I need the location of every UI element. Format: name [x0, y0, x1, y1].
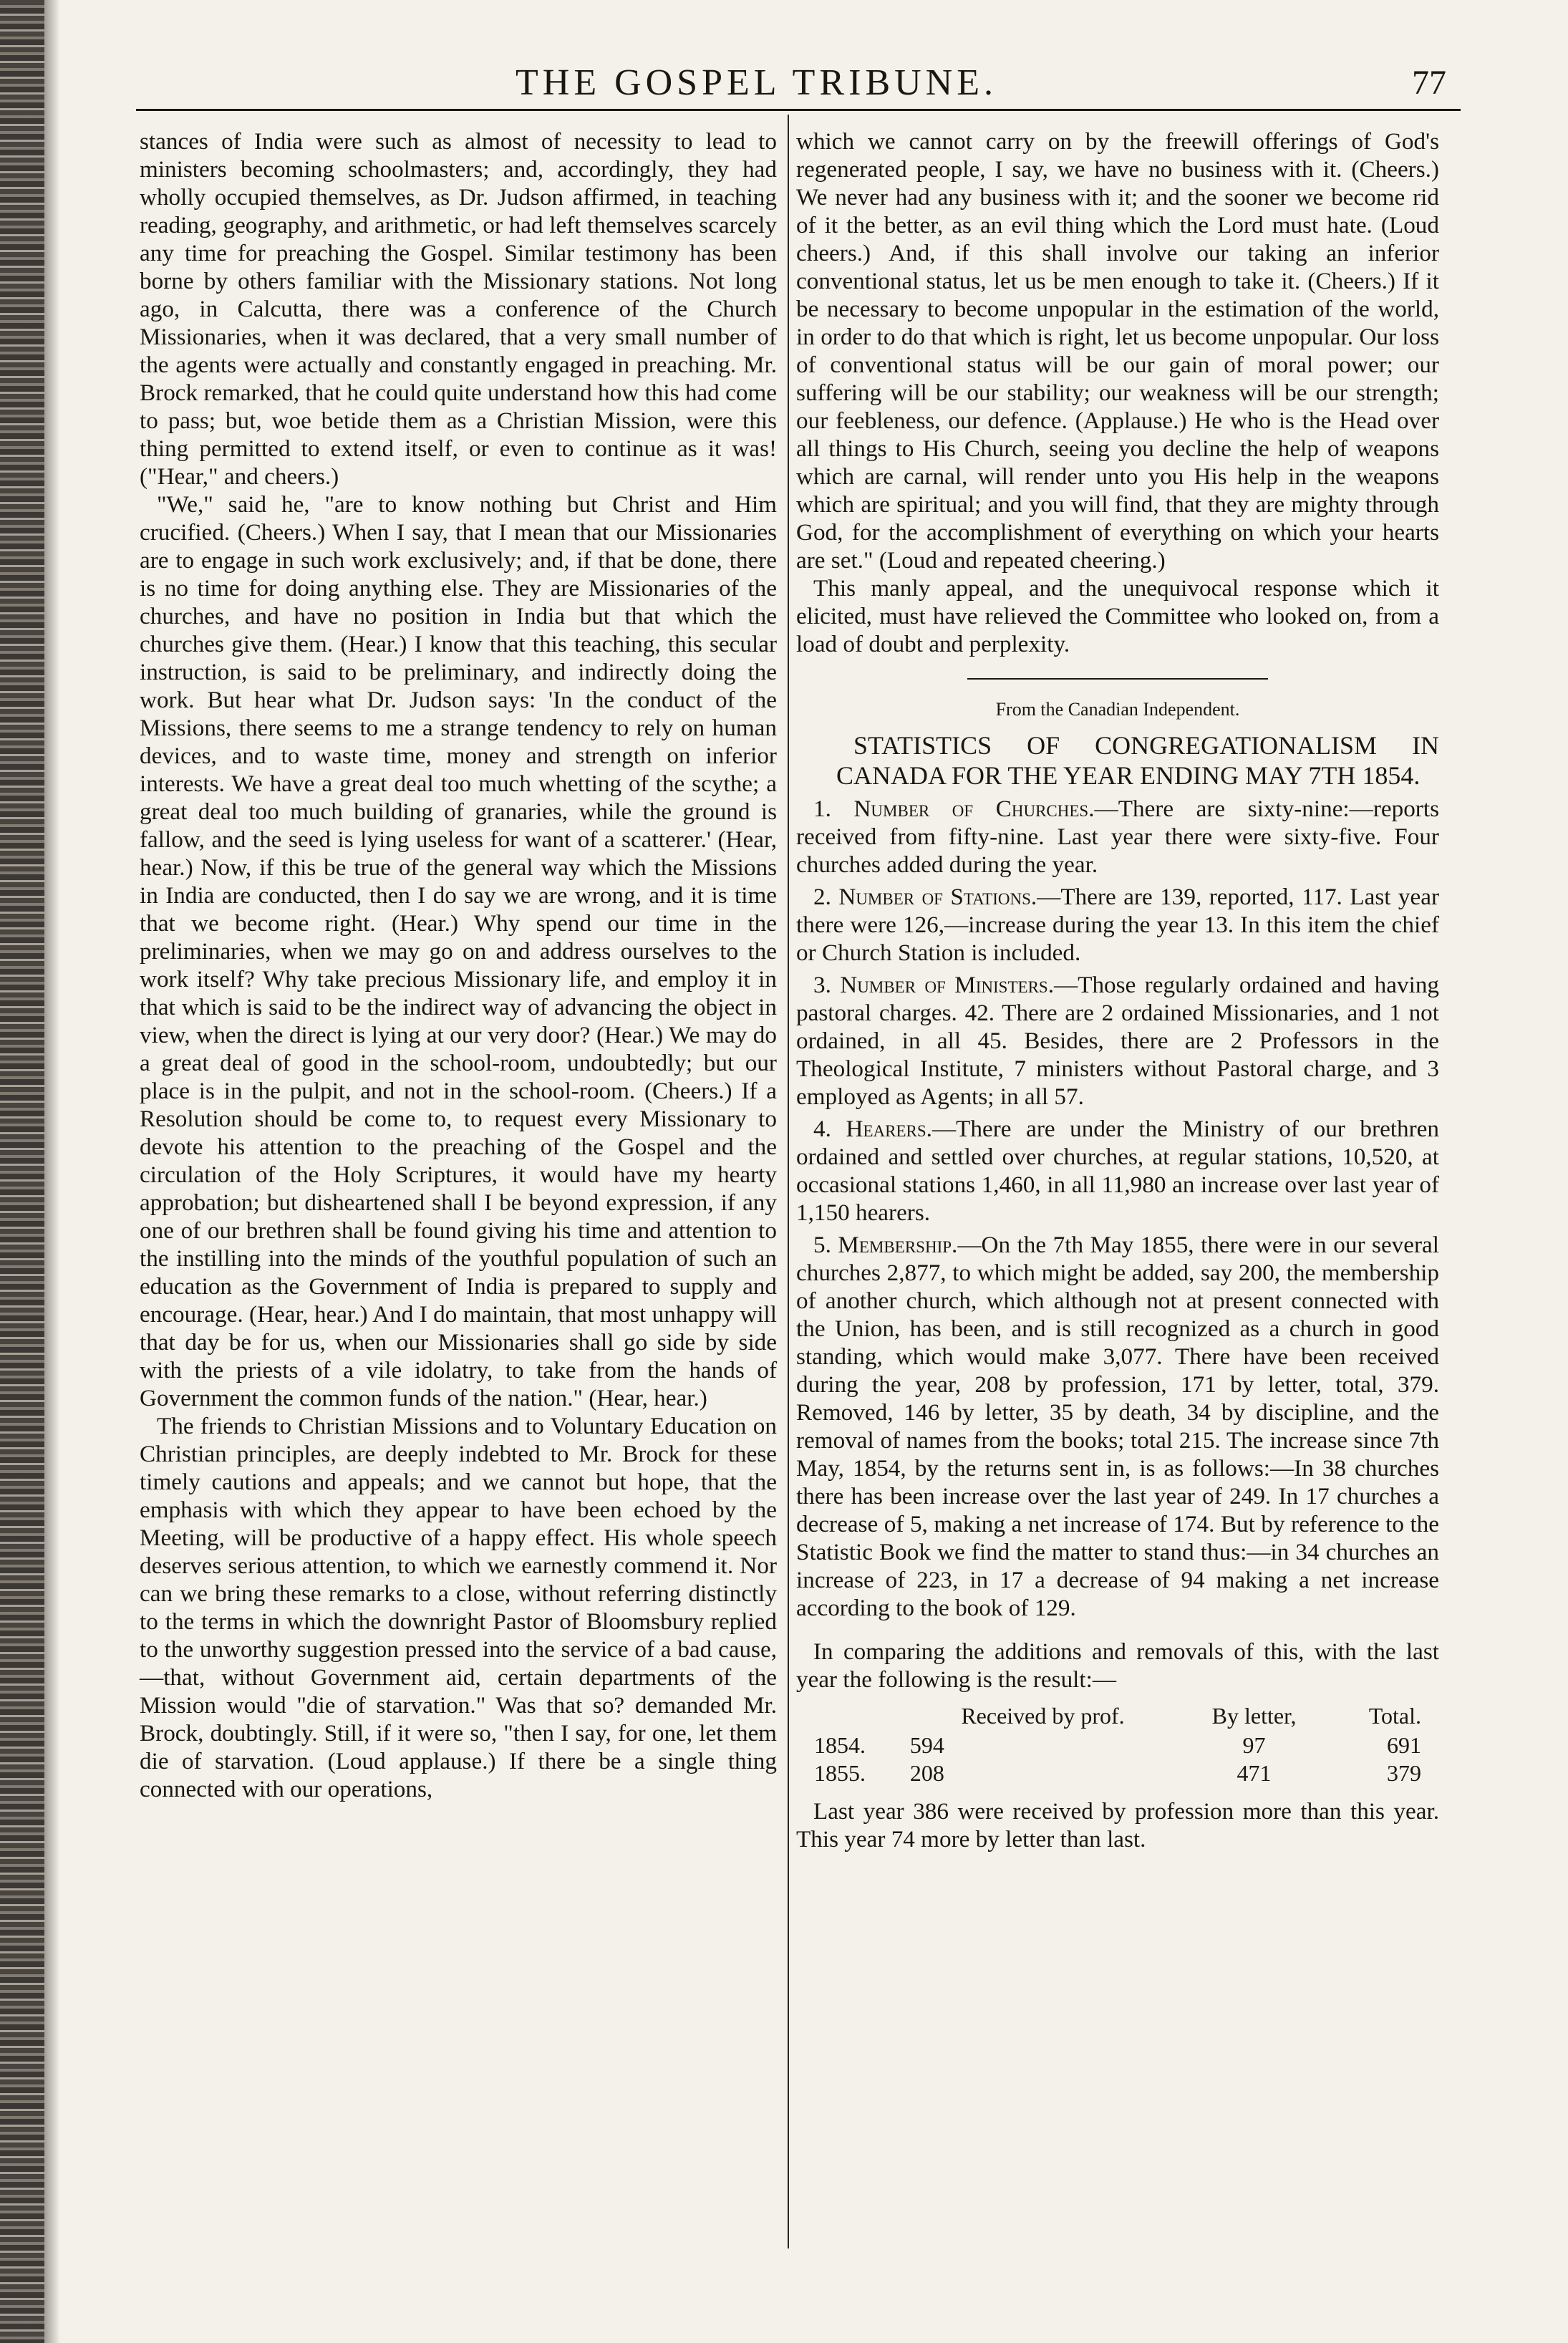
right-column: [796, 127, 1439, 1853]
header-rule: [136, 109, 1461, 111]
stat-item-text: —On the 7th May 1855, there were in our several churches 2,877, to which might be added, say 200, the membership of another church, which although not at present connected with the Union, has been, and is still recognized as a church in good standing, which would make 3,077. There have been received during the year, 208 by profession, 171 by letter, total, 379. Removed, 146 by letter, 35 by death, 34 by discipline, and the removal of names from the books; total 215. The increase since 7th May, 1854, by the returns sent in, is as follows:—In 38 churches there has been increase over the last year of 249. In 17 churches a decrease of 5, making a net increase of 174. But by reference to the Statistic Book we find the matter to stand thus:—in 34 churches an increase of 223, in 17 a decrease of 94 making a net increase according to the book of 129.: [796, 1232, 1440, 1621]
article-source: From the Canadian Independent.: [995, 699, 1240, 720]
stat-item-text: —There are under the Ministry of our brethren ordained and settled over churches, at regular stations, 10,520, at occasional stations 1,460, in all 11,980 an increase over last year of 1,150 hearers.: [796, 1116, 1439, 1226]
table-cell: 1855.: [814, 1760, 866, 1786]
left-paragraph: "We," said he, "are to know nothing but Christ and Him crucified. (Cheers.) When I say, that I mean that our Missionaries are to engage in such work exclusively; and, if that be done, there is no time for doing anything else. They are Missionaries of the churches, and have no position in India but that which the churches give them. (Hear.) I know that this teaching, this secular instruction, is said to be preliminary, and indirectly doing the work. But hear what Dr. Judson says: 'In the conduct of the Missions, there seems to me a strange tendency to rely on human devices, and to waste time, money and strength on inferior interests. We have a great deal too much whetting of the scythe; a great deal too much building of granaries, while the ground is fallow, and the seed is lying useless for want of a scatterer.' (Hear, hear.) Now, if this be true of the general way which the Missions in India are conducted, then I do say we are wrong, and it is time that we become right. (Hear.) Why spend our time in the preliminaries, when we may go on and address ourselves to the work itself? Why take precious Missionary life, and employ it in that which is said to be the indirect way of advancing the object in view, when the direct is lying at our very door? (Hear.) We may do a great deal of good in the school-room, undoubtedly; but our place is in the pulpit, and not in the school-room. (Cheers.) If a Resolution should be come to, to request every Missionary to devote his attention to the preaching of the Gospel and the circulation of the Holy Scriptures, it would have my hearty approbation; but disheartened shall I be beyond expression, if any one of our brethren shall be found giving his time and attention to the instilling into the minds of the youthful population of such an education as the Government of India is prepared to supply and encourage. (Hear, hear.) And I do maintain, that most unhappy will that day be for us, when our Missionaries shall go side by side with the priests of a vile idolatry, to take from the hands of Government the common funds of the nation." (Hear, hear.): [140, 491, 777, 1411]
table-cell: 471: [1237, 1760, 1272, 1786]
table-header: Total.: [1368, 1703, 1421, 1729]
stat-item-number: 3.: [813, 972, 831, 998]
table-row: [810, 1759, 1426, 1787]
table-cell: 594: [909, 1732, 944, 1758]
table-header: By letter,: [1211, 1703, 1297, 1729]
scanned-page-edge: [0, 0, 44, 2343]
stat-item-heading: Hearers.: [846, 1116, 932, 1142]
table-header: [810, 1701, 906, 1731]
table-cell: 97: [1242, 1732, 1266, 1758]
page-number: 77: [1412, 64, 1446, 102]
left-column: [140, 127, 777, 1803]
stat-item-heading: Membership.: [838, 1232, 958, 1258]
section-separator: [967, 678, 1268, 680]
stat-item-number: 4.: [813, 1116, 831, 1142]
table-cell: 691: [1387, 1732, 1421, 1758]
comparison-intro: In comparing the additions and removals of this, with the last year the following is the result:—: [796, 1638, 1439, 1693]
table-row: [810, 1731, 1426, 1759]
table-cell: 208: [909, 1760, 944, 1786]
page-gutter-shadow: [44, 0, 60, 2343]
stat-item: [796, 1231, 1439, 1622]
stat-item-text: —There are 139, reported, 117. Last year there were 126,—increase during the year 13. In this item the chief or Church Station is included.: [796, 884, 1440, 966]
stat-item: [796, 1115, 1439, 1227]
stat-item-heading: Number of Stations.: [838, 884, 1037, 910]
table-cell: 1854.: [814, 1732, 866, 1758]
stat-item-heading: Number of Ministers.: [840, 972, 1054, 998]
stat-item: [796, 883, 1439, 967]
stat-item-number: 2.: [813, 884, 831, 910]
table-header: Received by prof.: [961, 1703, 1125, 1729]
right-paragraph: which we cannot carry on by the freewill offerings of God's regenerated people, I say, we have no business with it. (Cheers.) We never had any business with it; and the sooner we become rid of it the better, as an evil thing which the Lord must hate. (Loud cheers.) And, if this shall involve our taking an inferior conventional status, let us be men enough to take it. (Cheers.) If it be necessary to become unpopular in the estimation of the world, in order to do that which is right, let us become unpopular. Our loss of conventional status will be our gain of moral power; our suffering will be our stability; our weakness will be our strength; our feebleness, our defence. (Applause.) He who is the Head over all things to His Church, seeing you decline the help of weapons which are carnal, will render unto you His help in the weapons which are spiritual; and you will find, that they are mighty through God, for the accomplishment of everything on which your hearts are set." (Loud and repeated cheering.): [796, 128, 1439, 574]
stat-item: [796, 971, 1439, 1111]
left-paragraph: The friends to Christian Missions and to Voluntary Education on Christian principles, are deeply indebted to Mr. Brock for these timely cautions and appeals; and we cannot but hope, that the emphasis with which they appear to have been echoed by the Meeting, will be productive of a happy effect. His whole speech deserves serious attention, to which we earnestly commend it. Nor can we bring these remarks to a close, without referring distinctly to the terms in which the downright Pastor of Bloomsbury replied to the unworthy suggestion pressed into the service of a bad cause,—that, without Government aid, certain departments of the Mission would "die of starvation." Was that so? demanded Mr. Brock, doubtingly. Still, if it were so, "then I say, for one, let them die of starvation. (Loud applause.) If there be a single thing connected with our operations,: [140, 1413, 777, 1802]
closing-paragraph: Last year 386 were received by profession more than this year. This year 74 more by letter than last.: [796, 1798, 1439, 1852]
page-header: [136, 56, 1461, 109]
stat-item-heading: Number of Churches.: [853, 796, 1095, 822]
comparison-table: [810, 1701, 1426, 1787]
publication-title: THE GOSPEL TRIBUNE.: [516, 62, 997, 103]
stat-item-text: —There are sixty-nine:—reports received from fifty-nine. Last year there were sixty-five. Four churches added during the year.: [796, 796, 1439, 878]
table-header-row: [810, 1701, 1426, 1731]
left-paragraph: stances of India were such as almost of necessity to lead to ministers becoming schoolmasters; and, accordingly, they had wholly occupied themselves, as Dr. Judson affirmed, in teaching reading, geography, and arithmetic, or had left themselves scarcely any time for preaching the Gospel. Similar testimony has been borne by others familiar with the Missionary stations. Not long ago, in Calcutta, there was a conference of the Church Missionaries, when it was declared, that a very small number of the agents were actually and constantly engaged in preaching. Mr. Brock remarked, that he could quite understand how this had come to pass; but, woe betide them as a Christian Mission, were this thing permitted to extend itself, or even to continue as it was! ("Hear," and cheers.): [140, 128, 777, 490]
column-divider: [788, 115, 789, 2248]
stat-item-number: 5.: [813, 1232, 831, 1258]
right-paragraph: This manly appeal, and the unequivocal response which it elicited, must have relieved the Committee who looked on, from a load of doubt and perplexity.: [796, 575, 1439, 657]
table-cell: 379: [1387, 1760, 1421, 1786]
stat-item-text: —Those regularly ordained and having pastoral charges. 42. There are 2 ordained Missionaries, and 1 not ordained, in all 45. Besides, there are 2 Professors in the Theological Institute, 7 ministers without Pastoral charge, and 3 employed as Agents; in all 57.: [796, 972, 1440, 1110]
stat-item: [796, 795, 1439, 879]
stat-item-number: 1.: [813, 796, 831, 822]
article-title: STATISTICS OF CONGREGATIONALISM IN CANADA FOR THE YEAR ENDING MAY 7TH 1854.: [836, 731, 1439, 790]
